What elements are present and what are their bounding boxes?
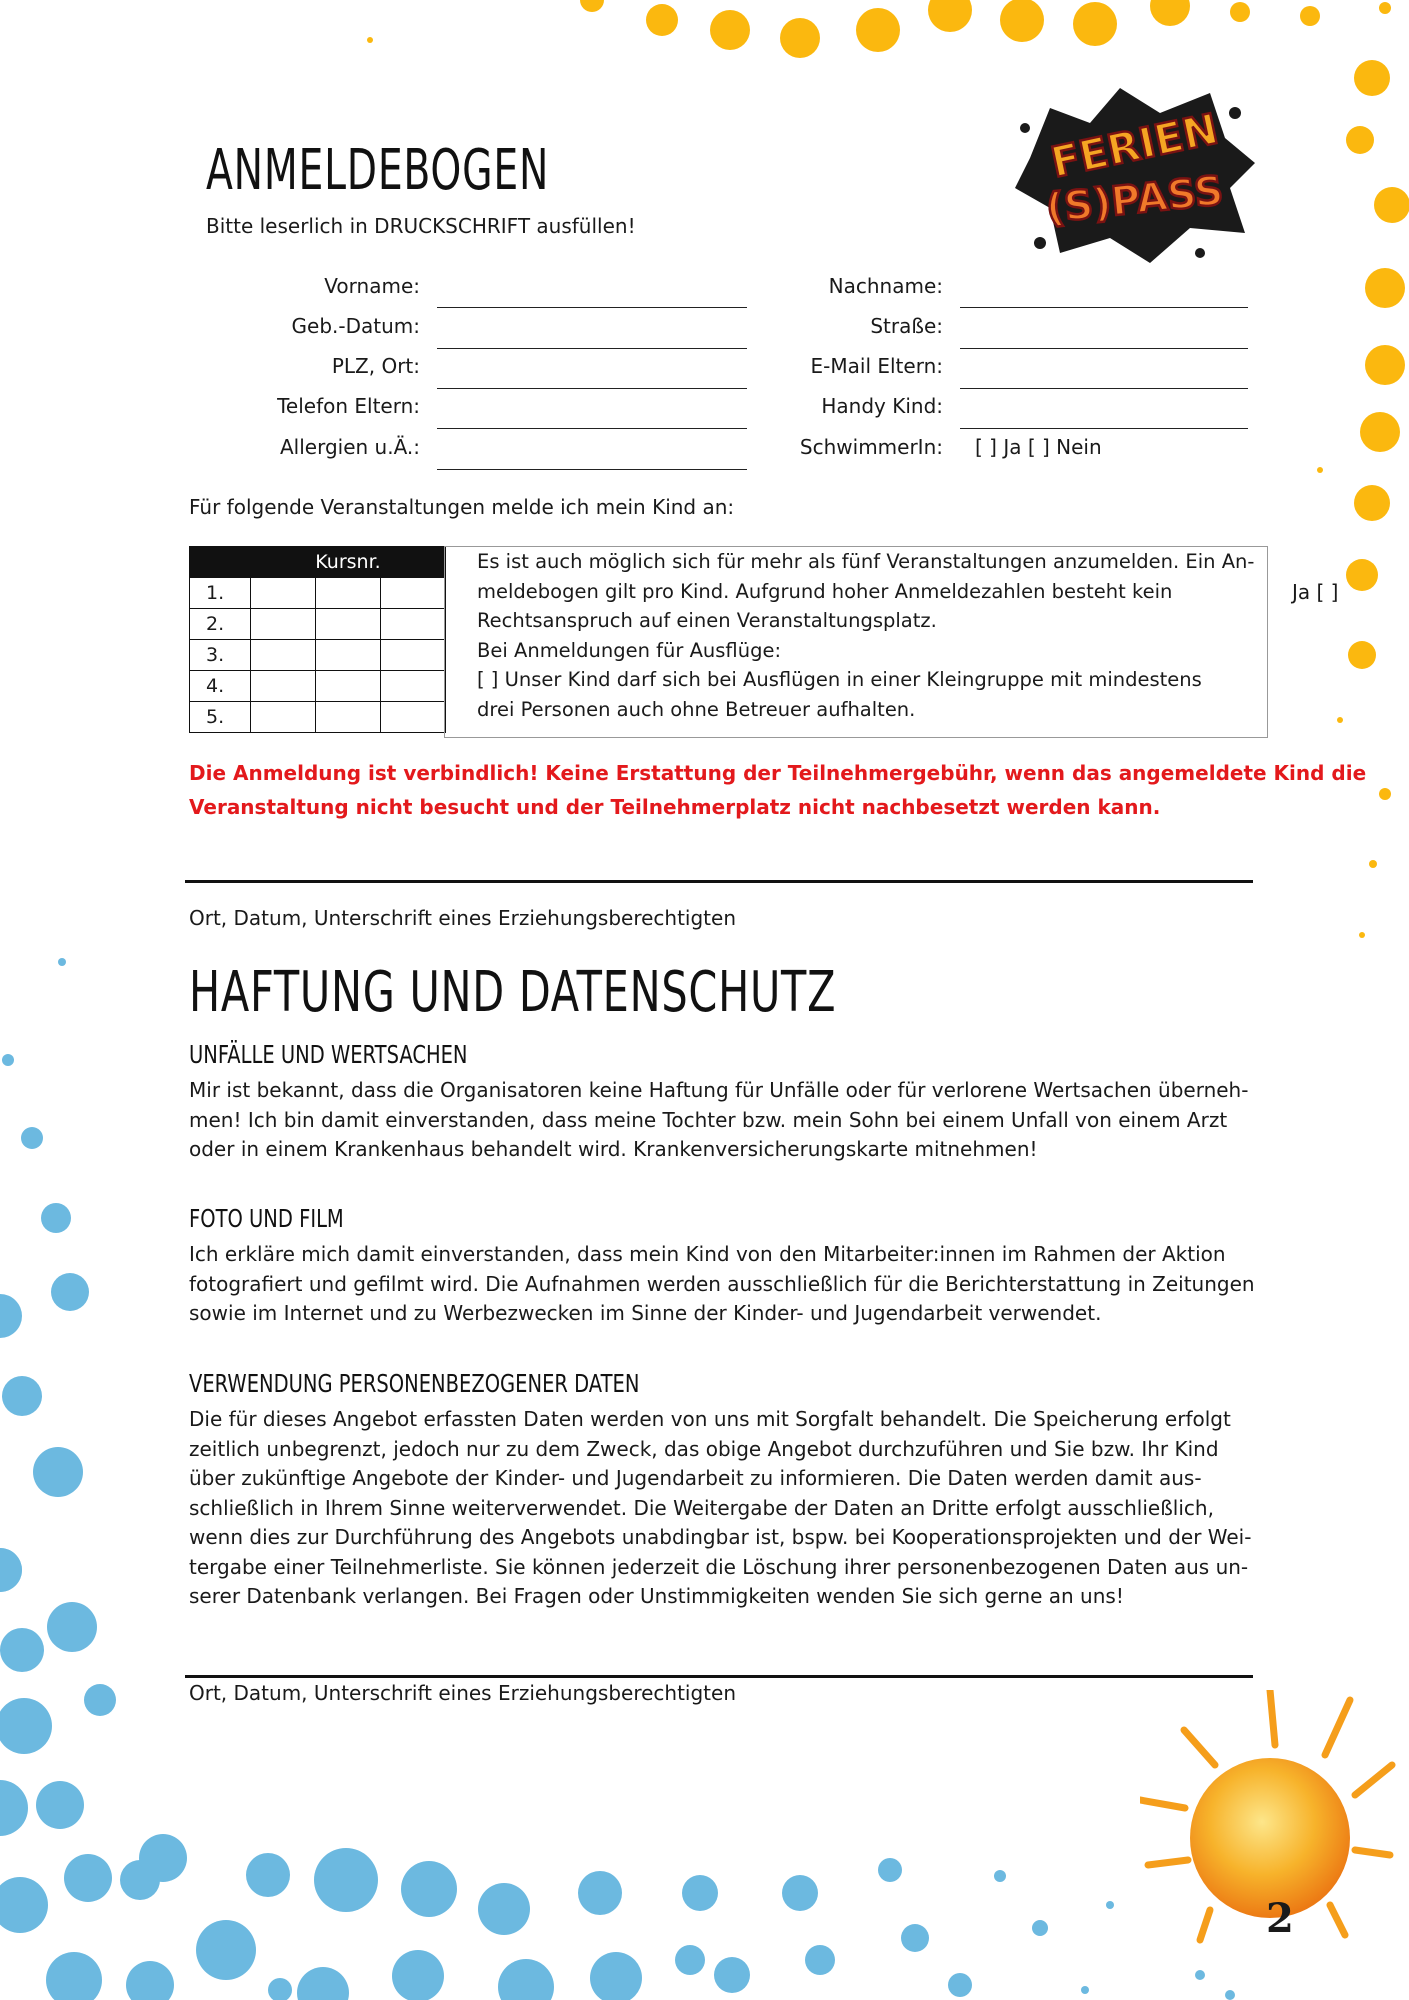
email-eltern-field[interactable] <box>960 388 1248 389</box>
signature-line-2[interactable] <box>185 1675 1253 1678</box>
sun-illustration <box>1140 1690 1400 2000</box>
signature-line-1[interactable] <box>185 880 1253 883</box>
page-subtitle: Bitte leserlich in DRUCKSCHRIFT ausfüllen! <box>206 214 636 238</box>
section-heading-accidents: UNFÄLLE UND WERTSACHEN <box>189 1040 468 1069</box>
table-row: 5. <box>190 702 446 733</box>
plz-ort-field[interactable] <box>437 388 747 389</box>
course-cell[interactable] <box>251 609 316 640</box>
label-geburtsdatum: Geb.-Datum: <box>291 314 420 338</box>
label-vorname: Vorname: <box>324 274 420 298</box>
page-title: ANMELDEBOGEN <box>206 138 550 203</box>
signature-label-2: Ort, Datum, Unterschrift eines Erziehungsberechtigten <box>189 1681 736 1705</box>
logo-text-1: FERIEN <box>1046 104 1223 188</box>
section-text-photo: Ich erkläre mich damit einverstanden, dass mein Kind von den Mitarbeiter:innen im Rahmen der Aktion fotografiert und gefilmt wird. Die Aufnahmen werden ausschließlich für die Berichterstattung in Zeitungen sowie im Internet und zu Werbezwecken im Sinne der Kinder- und Jugendarbeit verwendet. <box>189 1242 1255 1325</box>
signature-label-1: Ort, Datum, Unterschrift eines Erziehungsberechtigten <box>189 906 736 930</box>
label-allergien: Allergien u.Ä.: <box>279 435 420 459</box>
course-number-header: Kursnr. <box>251 547 446 578</box>
course-cell[interactable] <box>381 671 446 702</box>
course-cell[interactable] <box>316 702 381 733</box>
label-handy-kind: Handy Kind: <box>821 394 943 418</box>
label-schwimmer: SchwimmerIn: <box>799 435 943 459</box>
telefon-eltern-field[interactable] <box>437 428 747 429</box>
label-plz-ort: PLZ, Ort: <box>331 354 420 378</box>
section-text-data: Die für dieses Angebot erfassten Daten werden von uns mit Sorgfalt behandelt. Die Speicherung erfolgt zeitlich unbegrenzt, jedoch nur zu dem Zweck, das obige Angebot durchzuführen und Sie bzw. Ihr Kind über zukünftige Angebote der Kinder- und Jugendarbeit zu informieren. Die Daten werden damit aus- schließlich in Ihrem Sinne weiterverwendet. Die Weitergabe der Daten an Dritte erfolgt ausschließlich, wenn dies zur Durchführung des Angebots unabdingbar ist, bspw. bei Kooperationsprojekten und der Wei- tergabe einer Teilnehmerliste. Sie können jederzeit die Löschung ihrer personenbezogenen Daten aus un- serer Datenbank verlangen. Bei Fragen oder Unstimmigkeiten wenden Sie sich gerne an uns! <box>189 1407 1252 1608</box>
ferienspass-logo <box>1010 68 1260 268</box>
vorname-field[interactable] <box>437 307 747 308</box>
ja-checkbox[interactable]: Ja [ ] <box>1292 580 1339 604</box>
label-email-eltern: E-Mail Eltern: <box>810 354 943 378</box>
table-row: 1. <box>190 578 446 609</box>
label-telefon-eltern: Telefon Eltern: <box>277 394 420 418</box>
table-row: 2. <box>190 609 446 640</box>
page-number: 2 <box>1266 1895 1294 1942</box>
events-intro: Für folgende Veranstaltungen melde ich mein Kind an: <box>189 495 735 519</box>
strasse-field[interactable] <box>960 348 1248 349</box>
label-strasse: Straße: <box>870 314 943 338</box>
course-cell[interactable] <box>381 640 446 671</box>
course-cell[interactable] <box>316 640 381 671</box>
course-cell[interactable] <box>251 640 316 671</box>
course-number-table <box>189 546 446 733</box>
trip-permission-checkbox[interactable]: [ ] Unser Kind darf sich bei Ausflügen in einer Kleingruppe mit mindestens <box>477 668 1202 691</box>
events-info-text: Es ist auch möglich sich für mehr als fünf Veranstaltungen anzumelden. Ein An- meldebogen gilt pro Kind. Aufgrund hoher Anmeldezahlen besteht kein Rechtsanspruch auf einen Veranstaltungsplatz. Bei Anmeldungen für Ausflüge: [ ] Unser Kind darf sich bei Ausflügen in einer Kleingruppe mit mindestens drei Personen auch ohne Betreuer aufhalten. <box>477 550 1255 721</box>
course-cell[interactable] <box>381 609 446 640</box>
label-nachname: Nachname: <box>828 274 943 298</box>
course-cell[interactable] <box>251 671 316 702</box>
course-cell[interactable] <box>381 702 446 733</box>
swimmer-options[interactable]: [ ] Ja [ ] Nein <box>975 435 1102 459</box>
geburtsdatum-field[interactable] <box>437 348 747 349</box>
course-cell[interactable] <box>316 578 381 609</box>
logo-text-2: (S)PASS <box>1043 167 1226 233</box>
course-cell[interactable] <box>316 609 381 640</box>
course-cell[interactable] <box>316 671 381 702</box>
handy-kind-field[interactable] <box>960 428 1248 429</box>
section-text-accidents: Mir ist bekannt, dass die Organisatoren keine Haftung für Unfälle oder für verlorene Wertsachen überneh- men! Ich bin damit einverstanden, dass meine Tochter bzw. mein Sohn bei einem Unfall von einem Arzt oder in einem Krankenhaus behandelt wird. Krankenversicherungskarte mitnehmen! <box>189 1078 1249 1161</box>
binding-warning: Die Anmeldung ist verbindlich! Keine Erstattung der Teilnehmergebühr, wenn das angemeldete Kind die Veranstaltung nicht besucht und der Teilnehmerplatz nicht nachbesetzt werden kann. <box>189 761 1367 819</box>
course-cell[interactable] <box>251 702 316 733</box>
nachname-field[interactable] <box>960 307 1248 308</box>
section-heading-data: VERWENDUNG PERSONENBEZOGENER DATEN <box>189 1369 640 1398</box>
table-row: 3. <box>190 640 446 671</box>
course-cell[interactable] <box>251 578 316 609</box>
liability-title: HAFTUNG UND DATENSCHUTZ <box>189 960 837 1025</box>
course-cell[interactable] <box>381 578 446 609</box>
section-heading-photo: FOTO UND FILM <box>189 1204 344 1233</box>
allergien-field[interactable] <box>437 469 747 470</box>
table-row: 4. <box>190 671 446 702</box>
